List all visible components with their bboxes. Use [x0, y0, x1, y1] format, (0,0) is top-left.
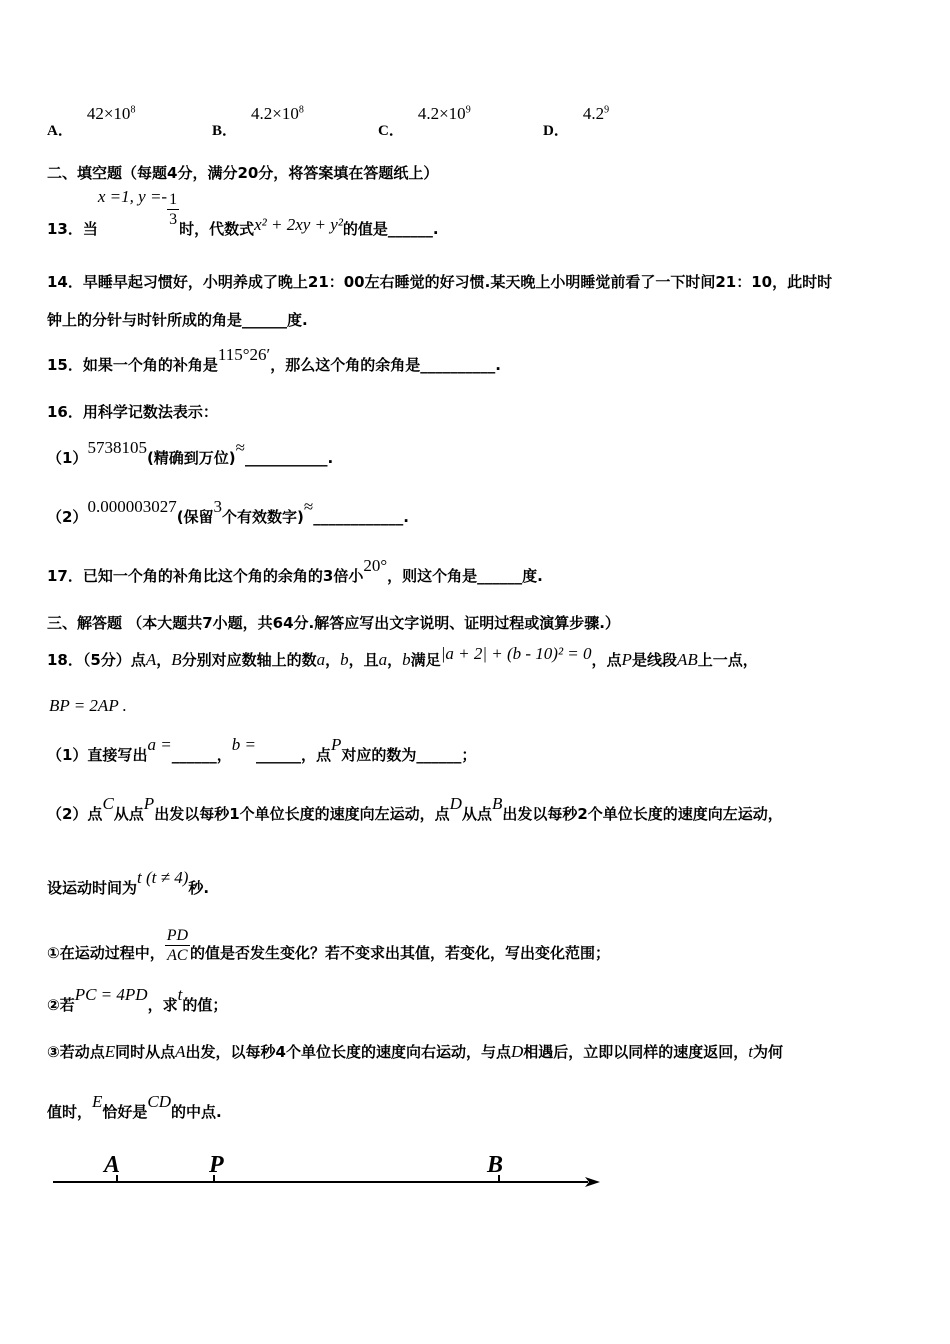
question-14-line2: 钟上的分针与时针所成的角是______度. — [47, 311, 308, 329]
label-a: A — [104, 1152, 121, 1178]
question-14-line1: 14．早睡早起习惯好，小明养成了晚上21：00左右睡觉的好习惯.某天晚上小明睡觉前看了一下时间21：10，此时时 — [47, 273, 833, 291]
option-a: A．$42\times 10^8$ — [47, 104, 136, 139]
question-18-sub2-line1: （2）点C从点P出发以每秒1个单位长度的速度向左运动，点D从点B出发以每秒2个单位长度的速度向左运动， — [47, 794, 783, 823]
number-line-diagram — [40, 1140, 620, 1200]
question-18-item2: ②若PC = 4PD，求t的值； — [47, 985, 228, 1014]
label-p: P — [209, 1152, 224, 1178]
question-18-sub1: （1）直接写出a =______，b =______，点P对应的数为______； — [47, 735, 477, 764]
question-16-part1: （1）5738105(精确到万位)≈___________. — [47, 438, 334, 467]
option-b: B．$4.2\times 10^8$ — [212, 104, 304, 139]
question-16-part2: （2）0.000003027(保留3个有效数字)≈____________. — [47, 497, 409, 526]
question-18-item3-line2: 值时，E恰好是CD的中点. — [47, 1092, 222, 1121]
question-13: 13．当x =1, y =- $\frac{1}{3}$ 时，代数式x² + 2xy + y²的值是______. — [47, 187, 439, 238]
option-c: C．$4.2\times 10^9$ — [378, 104, 471, 139]
section3-heading: 三、解答题 （本大题共7小题，共64分.解答应写出文字说明、证明过程或演算步骤.） — [47, 614, 620, 632]
question-18-item3-line1: ③若动点E同时从点A出发，以每秒4个单位长度的速度向右运动，与点D相遇后，立即以同样的速度返回，t为何 — [47, 1042, 783, 1061]
question-18-sub2-line2: 设运动时间为t (t ≠ 4)秒. — [47, 868, 210, 897]
question-15: 15．如果一个角的补角是115°26′，那么这个角的余角是__________. — [47, 345, 501, 374]
question-16-head: 16．用科学记数法表示： — [47, 403, 218, 421]
question-18-item1: ①在运动过程中， $\frac{PD}{AC}$ 的值是否发生变化？若不变求出其值，若变化，写出变化范围； — [47, 927, 611, 964]
question-17: 17．已知一个角的补角比这个角的余角的3倍小20°，则这个角是______度. — [47, 556, 543, 585]
section2-heading: 二、填空题（每题4分，满分20分，将答案填在答题纸上） — [47, 164, 439, 182]
question-18-line1: 18．（5分）点A，B分别对应数轴上的数a，b，且a，b满足|a + 2| + (b - 10)² = 0，点P是线段AB上一点， — [47, 644, 758, 669]
option-d: D．$4.2^9$ — [543, 104, 610, 139]
label-b: B — [487, 1152, 504, 1178]
question-18-condition: BP = 2AP . — [49, 696, 127, 715]
